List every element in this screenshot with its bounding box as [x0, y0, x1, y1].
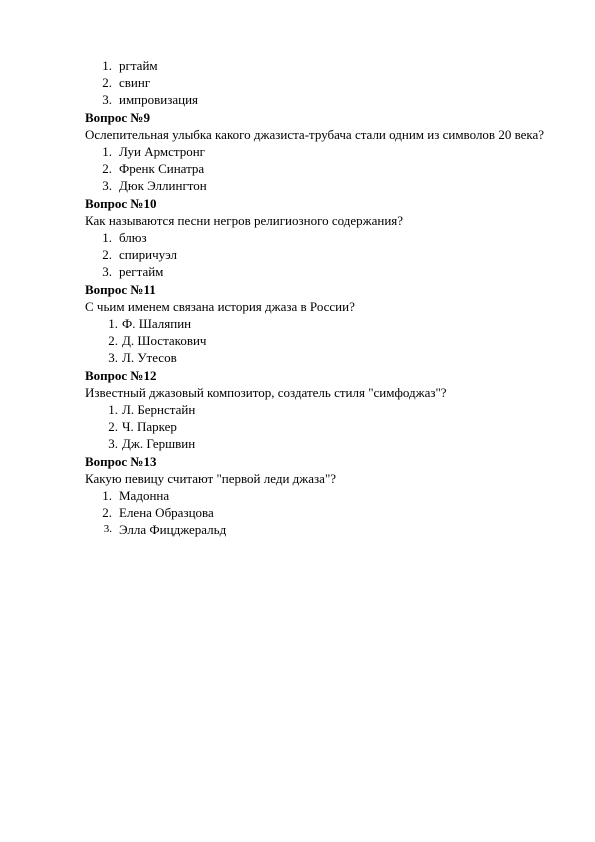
list-item [85, 263, 555, 280]
list-number: 2. [108, 419, 118, 435]
list-number: 3. [108, 436, 118, 452]
list-item [85, 315, 555, 332]
list-number: 3. [102, 92, 112, 108]
list-item [85, 487, 555, 504]
option-text: Л. Утесов [122, 350, 177, 366]
option-text: Луи Армстронг [119, 144, 206, 160]
document-body [85, 57, 555, 539]
list-item [85, 160, 555, 177]
list-item [85, 177, 555, 194]
question-text: Известный джазовый композитор, создатель стиля "симфоджаз"? [85, 384, 447, 400]
list-number: 2. [108, 333, 118, 349]
question-text: Ослепительная улыбка какого джазиста-трубача стали одним из символов 20 века? [85, 126, 545, 142]
list-number: 3. [103, 523, 112, 536]
option-text: Мадонна [119, 488, 170, 504]
option-text: регтайм [119, 264, 164, 280]
question-heading: Вопрос №10 [85, 195, 157, 211]
option-text: ргтайм [119, 58, 158, 73]
list-item [85, 91, 555, 108]
option-text: спиричуэл [119, 247, 178, 263]
list-item [85, 435, 555, 452]
question-heading: Вопрос №13 [85, 453, 157, 469]
option-text: Дюк Эллингтон [119, 178, 207, 194]
option-text: Л. Бернстайн [122, 402, 196, 418]
list-item [85, 57, 555, 74]
list-number: 3. [102, 264, 112, 280]
list-item [85, 332, 555, 349]
list-number: 1. [102, 230, 112, 246]
question-text: Как называются песни негров религиозного содержания? [85, 212, 404, 228]
question-text: Какую певицу считают "первой леди джаза"? [85, 470, 337, 486]
list-item [85, 246, 555, 263]
question-heading: Вопрос №11 [85, 281, 156, 297]
list-item [85, 74, 555, 91]
question-heading: Вопрос №9 [85, 109, 150, 125]
list-number: 1. [102, 488, 112, 504]
list-number: 2. [102, 161, 112, 177]
option-text: Елена Образцова [119, 505, 214, 521]
option-text: Френк Синатра [119, 161, 205, 177]
list-item [85, 401, 555, 418]
option-text: блюз [119, 230, 147, 246]
list-number: 1. [102, 58, 112, 73]
list-number: 2. [102, 247, 112, 263]
list-item [85, 143, 555, 160]
list-item [85, 418, 555, 435]
list-item [85, 349, 555, 366]
list-number: 1. [102, 144, 112, 160]
question-text: С чьим именем связана история джаза в России? [85, 298, 355, 314]
option-text: Ф. Шаляпин [122, 316, 192, 332]
list-item [85, 504, 555, 521]
option-text: свинг [119, 75, 151, 91]
list-item [85, 521, 555, 538]
option-text: Дж. Гершвин [122, 436, 196, 452]
list-number: 2. [102, 505, 112, 521]
list-number: 3. [108, 350, 118, 366]
option-text: Ч. Паркер [122, 419, 177, 435]
option-text: Д. Шостакович [122, 333, 207, 349]
option-text: импровизация [119, 92, 199, 108]
list-number: 1. [108, 316, 118, 332]
question-heading: Вопрос №12 [85, 367, 157, 383]
option-text: Элла Фицджеральд [119, 522, 227, 538]
list-number: 3. [102, 178, 112, 194]
list-number: 1. [108, 402, 118, 418]
list-number: 2. [102, 75, 112, 91]
list-item [85, 229, 555, 246]
